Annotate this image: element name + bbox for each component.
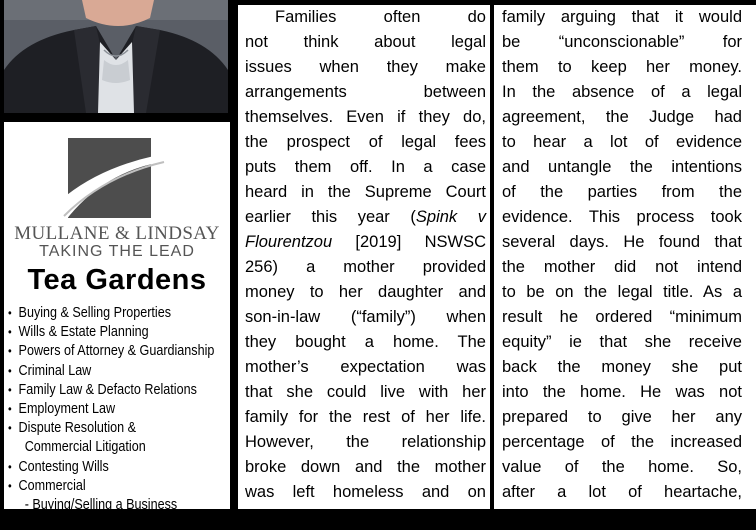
article-line: son-in-law (“family”) when	[245, 308, 486, 326]
article-line: and untangle the intentions	[502, 158, 742, 176]
article-line: family for the rest of her life.	[245, 408, 486, 426]
law-firm-advert	[4, 122, 230, 514]
article-line: that she could live with her	[245, 383, 486, 401]
article-line: themselves. Even if they do,	[245, 108, 486, 126]
service-item: • Family Law & Defacto Relations	[8, 381, 202, 400]
article-line: issues when they make	[245, 58, 486, 76]
article-line: be “unconscionable” for	[502, 33, 742, 51]
service-item: • Contesting Wills	[8, 458, 202, 477]
article-line: several days. He found that	[502, 233, 742, 251]
service-item-continuation: - Buying/Selling a Business	[24, 497, 178, 514]
office-location: Tea Gardens	[27, 264, 207, 296]
article-line: was left homeless and on	[245, 483, 486, 501]
article-line: heard in the Supreme Court	[245, 183, 486, 201]
article-line: arrangements between	[245, 83, 486, 101]
article-column-2	[494, 5, 756, 526]
article-line: broke down and the mother	[245, 458, 486, 476]
service-item: • Criminal Law	[8, 362, 202, 381]
article-line: not think about legal	[245, 33, 486, 51]
article-line: of the parties from the	[502, 183, 742, 201]
article-line: the pension, the family	[245, 508, 486, 526]
article-line: to be on the legal title. As a	[502, 283, 742, 301]
article-line: agreement, the Judge had	[502, 108, 742, 126]
article-line: In the absence of a legal	[502, 83, 742, 101]
firm-name: MULLANE & LINDSAY	[14, 223, 220, 244]
service-item-continuation: Commercial Litigation	[24, 439, 146, 456]
service-item: • Wills & Estate Planning	[8, 323, 202, 342]
author-photo	[4, 0, 228, 113]
article-line: family arguing that it would	[502, 8, 742, 26]
article-line: earlier this year (Spink v	[245, 208, 487, 226]
article-line: prepared to give her any	[502, 408, 742, 426]
article-line: to hear a lot of evidence	[502, 133, 742, 151]
article-line: money to her daughter and	[245, 283, 486, 301]
article-paragraph	[245, 5, 486, 530]
article-line: puts them off. In a case	[245, 158, 486, 176]
article-line: they bought a home. The	[245, 333, 486, 351]
article-line: the mother did not intend	[502, 258, 742, 276]
service-item: • Dispute Resolution &	[8, 419, 202, 438]
article-line: back the money she put	[502, 358, 742, 376]
article-line: Flourentzou [2019] NSWSC	[245, 233, 486, 251]
article-line: value of the home. So,	[502, 458, 742, 476]
article-line: percentage of the increased	[502, 433, 742, 451]
article-column-1	[238, 5, 490, 526]
article-line: Families often do	[275, 8, 486, 26]
service-item: • Employment Law	[8, 400, 202, 419]
article-line: the prospect of legal fees	[245, 133, 486, 151]
article-line: result he ordered “minimum	[502, 308, 742, 326]
article-line: equity” ie that she receive	[502, 333, 742, 351]
article-line: mother’s expectation was	[245, 358, 486, 376]
article-line: into the home. He was not	[502, 383, 742, 401]
article-line: them to keep her money.	[502, 58, 742, 76]
service-item: • Buying & Selling Properties	[8, 304, 202, 323]
article-line: after a lot of heartache,	[502, 483, 742, 501]
service-item: • Powers of Attorney & Guardianship	[8, 342, 202, 361]
service-item: • Commercial	[8, 477, 202, 496]
firm-tagline: TAKING THE LEAD	[39, 243, 195, 260]
article-line: the mother will get	[502, 508, 742, 526]
article-line: 256) a mother provided	[245, 258, 486, 276]
article-line: However, the relationship	[245, 433, 486, 451]
article-line: evidence. This process took	[502, 208, 742, 226]
article-paragraph	[502, 5, 742, 530]
services-list	[8, 304, 228, 515]
